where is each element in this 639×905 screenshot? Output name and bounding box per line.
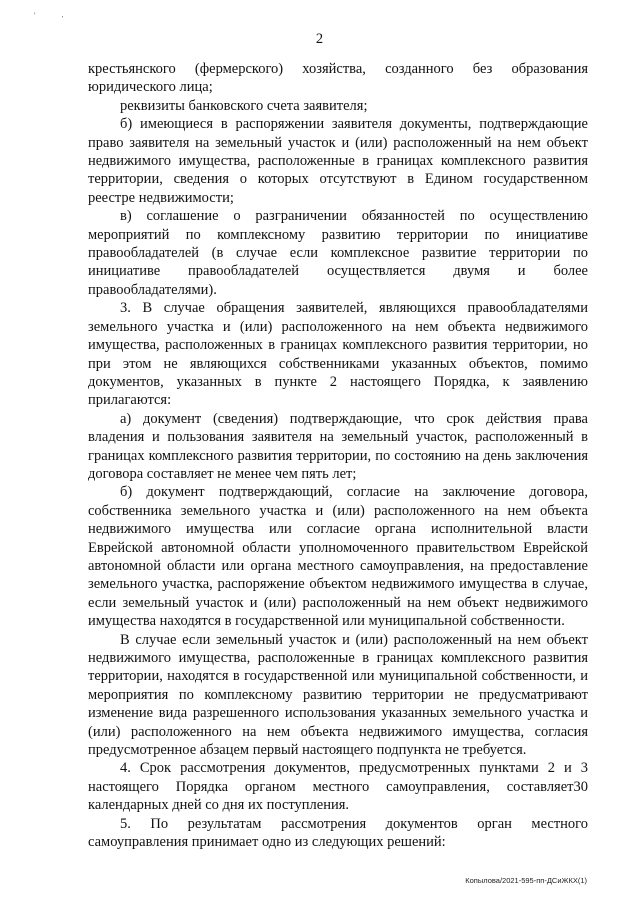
paragraph-clause-3: 3. В случае обращения заявителей, являющихся правообладателями земельного участка и (или) расположенного на нем объекта недвижимого имущества, расположенных в границах комплексного развития территории, но при этом не являющихся собственниками указанных объектов, помимо документов, указанных в пункте 2 настоящего Порядка, к заявлению прилагаются: xyxy=(88,300,588,409)
paragraph-state-property-case: В случае если земельный участок и (или) расположенный на нем объект недвижимого имущества, расположенные в границах комплексного развития территории, находятся в государственной или муниципальной собственности, и мероприятия по комплексному развитию территории не предусматривают изменение вида разрешенного использования указанных земельного участка и (или) расположенного на нем объекта недвижимого имущества, согласия предусмотренное абзацем первый настоящего подпункта не требуется. xyxy=(88,631,588,759)
paragraph-item-b-rights-documents: б) имеющиеся в распоряжении заявителя документы, подтверждающие право заявителя на земельный участок и (или) расположенный на нем объект недвижимого имущества, расположенные в границах комплексного развития территории, сведения о которых отсутствуют в Едином государственном реестре недвижимости; xyxy=(88,116,588,206)
paragraph-clause-3-item-b: б) документ подтверждающий, согласие на заключение договора, собственника земельного участка и (или) расположенного на нем объекта недвижимого имущества или согласие органа исполнительной власти Еврейской автономной области уполномоченного правительством Еврейской автономной области или органа местного самоуправления, на предоставление земельного участка, распоряжение объектом недвижимого имущества в случае, если земельный участок и (или) расположенный на нем объект недвижимого имущества находятся в государственной или муниципальной собственности. xyxy=(88,484,588,630)
paragraph-clause-5: 5. По результатам рассмотрения документов орган местного самоуправления принимает одно из следующих решений: xyxy=(88,815,588,851)
paragraph-bank-details: реквизиты банковского счета заявителя; xyxy=(120,97,368,114)
page-number: 2 xyxy=(315,31,324,47)
scan-corner-marks: ' , xyxy=(34,12,76,19)
document-body xyxy=(88,60,588,851)
paragraph-clause-4: 4. Срок рассмотрения документов, предусмотренных пунктами 2 и 3 настоящего Порядка органом местного самоуправления, составляет30 календарных дней со дня их поступления. xyxy=(88,760,588,814)
paragraph-clause-3-item-a: а) документ (сведения) подтверждающие, что срок действия права владения и пользования заявителя на земельный участок, расположенный в границах комплексного развития территории, по состоянию на день заключения договора составляет не менее чем пять лет; xyxy=(88,410,588,482)
paragraph-continuation: крестьянского (фермерского) хозяйства, созданного без образования юридического лица; xyxy=(88,61,588,96)
document-footer-code: Копылова/2021-595-пп-ДСиЖКХ(1) xyxy=(465,876,587,885)
paragraph-item-v-agreement: в) соглашение о разграничении обязанностей по осуществлению мероприятий по комплексному развитию территории по инициативе правообладателей (в случае если комплексное развитие территории по инициативе правообладателей осуществляется двумя и более правообладателями). xyxy=(88,208,588,298)
